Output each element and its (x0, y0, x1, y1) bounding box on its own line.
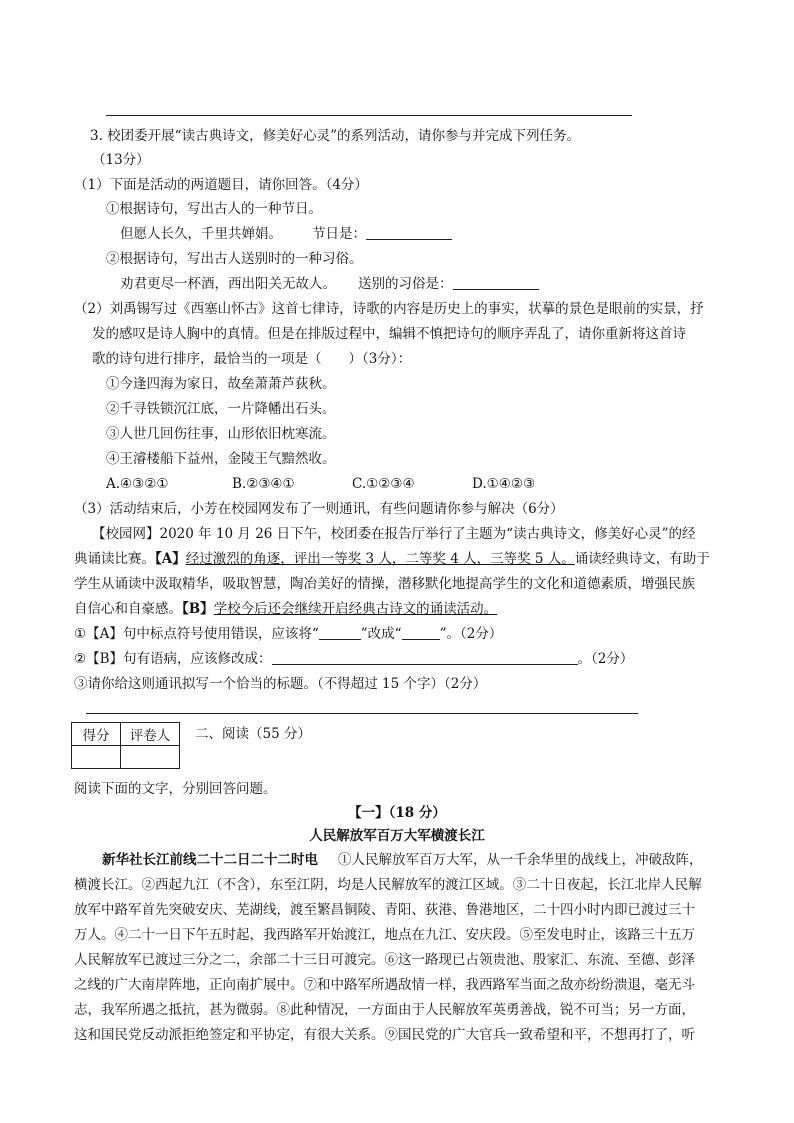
q3-score: （13分） (92, 152, 150, 168)
q3-2-line3: 歌的诗句进行排序，最恰当的一项是（ ）（3分）： (92, 351, 412, 367)
q3-3-b-text2: 。（2分） (577, 651, 634, 667)
q3-1-a-prompt: ①根据诗句，写出古人的一种节日。 (106, 201, 322, 217)
news-line-4 (74, 599, 497, 619)
sentence-b: 学校今后还会继续开启经典古诗文的诵读活动。 (213, 601, 498, 617)
dateline: 新华社长江前线二十二日二十二时电 (102, 852, 318, 868)
marker-a: 【A】 (155, 551, 186, 567)
q3-3-prompt: （3）活动结束后，小芳在校园网发布了一则通讯，有些问题请你参与解决（6分） (74, 501, 564, 517)
q3-3-a-text3: ”。（2分） (439, 626, 503, 642)
option-d[interactable]: D.①④②③ (472, 476, 536, 492)
article-line-4: 万人。④二十一日下午五时起，我西路军开始渡江，地点在九江、安庆段。⑤至发电时止，该路三十五万 (74, 927, 695, 943)
q3-intro: 3. 校团委开展“读古典诗文，修美好心灵”的系列活动，请你参与并完成下列任务。 (90, 128, 580, 144)
revision-blank[interactable] (272, 650, 578, 665)
q3-1-prompt: （1）下面是活动的两道题目，请你回答。（4分） (74, 177, 368, 193)
score-cell[interactable] (72, 746, 121, 769)
option-a[interactable]: A.④③②① (106, 476, 169, 492)
poem-line-3: ③人世几回伤往事，山形依旧枕寒流。 (106, 426, 336, 442)
q3-3-a-text1: ①【A】句中标点符号使用错误，应该将“ (74, 626, 319, 642)
q3-3-a (74, 624, 502, 644)
q3-3-a-text2: ”改成“ (360, 626, 402, 642)
option-c[interactable]: C.①②③④ (352, 476, 415, 492)
punct-original-blank[interactable] (319, 625, 361, 640)
article-title: 人民解放军百万大军横渡长江 (309, 828, 485, 844)
article-line-1 (102, 850, 703, 870)
news-text: 典诵读比赛。 (74, 551, 155, 567)
poem-line-2: ②千寻铁锁沉江底，一片降幡出石头。 (106, 401, 336, 417)
section2-instruction: 阅读下面的文字，分别回答问题。 (74, 781, 277, 797)
poem-line-1: ①今逢四海为家日，故垒萧萧芦荻秋。 (106, 376, 336, 392)
grader-cell[interactable] (121, 746, 180, 769)
news-line-3: 学生从诵读中汲取精华，吸取智慧，陶冶美好的情操，潜移默化地提高学生的文化和道德素质，增强民族 (74, 576, 695, 592)
q3-1-b-prompt: ②根据诗句，写出古人送别时的一种习俗。 (106, 251, 363, 267)
top-answer-line (106, 115, 632, 116)
article-line-2: 横渡长江。②西起九江（不含），东至江阴，均是人民解放军的渡江区域。③二十日夜起，长江北岸人民解 (74, 877, 702, 893)
article-line-3: 放军中路军首先突破安庆、芜湖线，渡至繁昌铜陵、青阳、荻港、鲁港地区，二十四小时内即已渡过三十 (74, 902, 695, 918)
score-header: 得分 (72, 723, 121, 746)
q3-1-a-label: 节日是： (312, 226, 366, 242)
article-line-6: 之线的广大南岸阵地，正向南扩展中。⑦和中路军所遇敌情一样，我西路军当面之敌亦纷纷溃退，毫无斗 (74, 977, 695, 993)
score-table (71, 722, 180, 769)
q3-1-b-verse: 劝君更尽一杯酒，西出阳关无故人。 (120, 276, 336, 292)
part1-heading: 【一】（18 分） (348, 805, 446, 821)
punct-correct-blank[interactable] (402, 625, 440, 640)
poem-line-4: ④王濬楼船下益州，金陵王气黯然收。 (106, 451, 336, 467)
custom-answer-blank[interactable] (453, 275, 539, 290)
q3-3-b-text1: ②【B】句有语病，应该修改成： (74, 651, 272, 667)
article-line-8: 这和国民党反动派拒绝签定和平协定，有很大关系。⑨国民党的广大官兵一致希望和平，不想再打了，听 (74, 1027, 695, 1043)
q3-1-b-verse-line (120, 274, 539, 294)
section2-title: 二、阅读（55 分） (195, 726, 311, 742)
title-answer-line[interactable] (86, 713, 638, 714)
q3-2-line1: （2）刘禹锡写过《西塞山怀古》这首七律诗，诗歌的内容是历史上的事实，状摹的景色是眼前的实景，抒 (74, 301, 704, 317)
article-line-7: 志，我军所遇之抵抗，甚为微弱。⑧此种情况，一方面由于人民解放军英勇善战，锐不可当；另一方面， (74, 1002, 695, 1018)
q3-2-line2: 发的感叹是诗人胸中的真情。但是在排版过程中，编辑不慎把诗句的顺序弄乱了，请你重新将这首诗 (92, 326, 686, 342)
q3-1-a-verse: 但愿人长久，千里共婵娟。 (120, 226, 282, 242)
news-text-end: 自信心和自豪感。 (74, 601, 182, 617)
q3-1-b-label: 送别的习俗是： (358, 276, 453, 292)
news-line-2 (74, 549, 710, 569)
article-line-5: 人民解放军已渡过三分之二，余部二十三日可渡完。⑥这一路现已占领贵池、殷家汇、东流、至德、彭泽 (74, 952, 695, 968)
q3-3-c: ③请你给这则通讯拟写一个恰当的标题。（不得超过 15 个字）（2分） (74, 676, 487, 692)
sentence-a: 经过激烈的角逐，评出一等奖 3 人，二等奖 4 人，三等奖 5 人。 (185, 551, 575, 567)
grader-header: 评卷人 (121, 723, 180, 746)
marker-b: 【B】 (182, 601, 214, 617)
news-line-1: 【校园网】2020 年 10 月 26 日下午，校团委在报告厅举行了主题为“读古典诗文，修美好心灵”的经 (92, 526, 696, 542)
news-text-cont: 诵读经典诗文，有助于 (574, 551, 710, 567)
q3-1-a-verse-line (120, 224, 452, 244)
article-text: ①人民解放军百万大军，从一千余华里的战线上，冲破敌阵， (338, 852, 703, 868)
option-b[interactable]: B.②③④① (232, 476, 295, 492)
festival-answer-blank[interactable] (366, 225, 452, 240)
q3-3-b (74, 649, 633, 669)
